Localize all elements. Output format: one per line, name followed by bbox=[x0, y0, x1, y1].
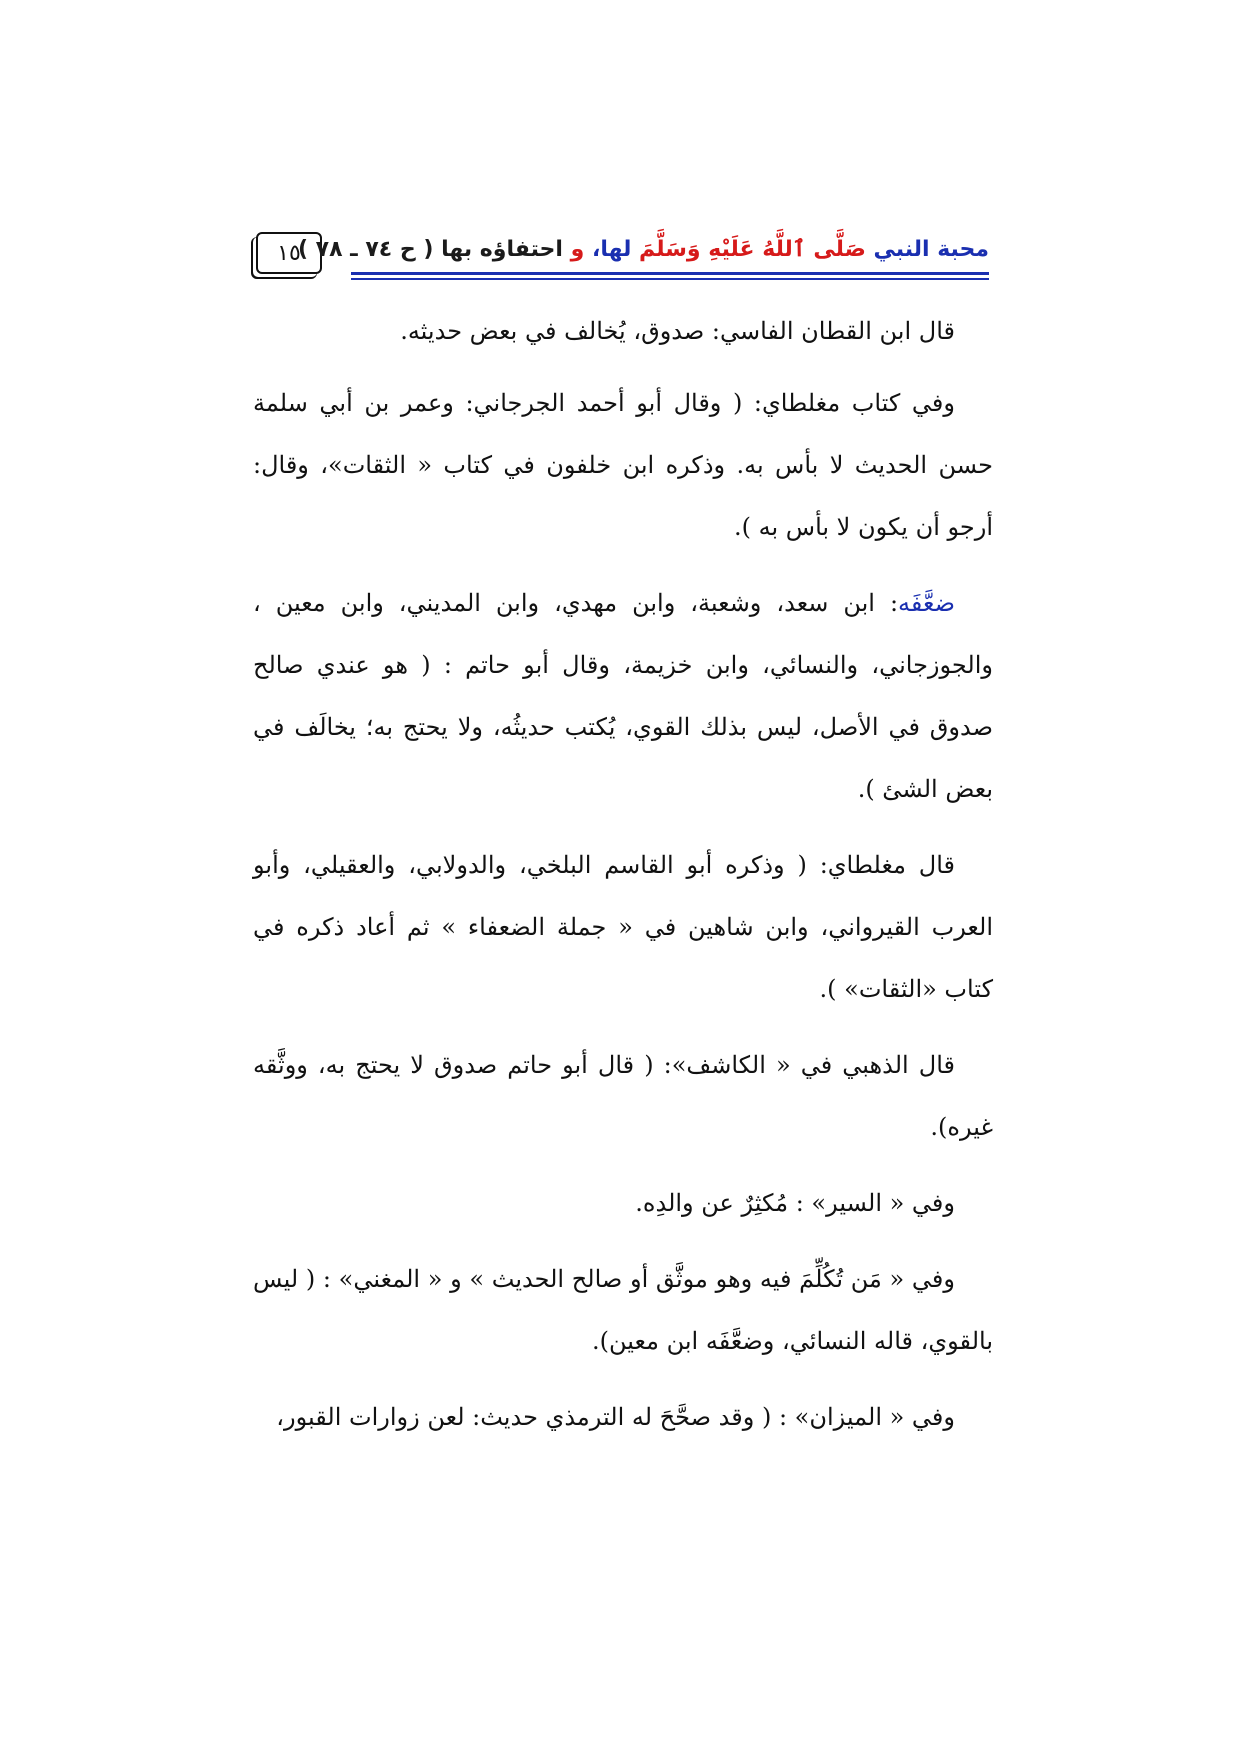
paragraph-text: قال ابن القطان الفاسي: صدوق، يُخالف في بعض حديثه. bbox=[400, 317, 955, 345]
paragraph-text: وفي كتاب مغلطاي: ( وقال أبو أحمد الجرجاني: وعمر بن أبي سلمة حسن الحديث لا بأس به. وذكره ابن خلفون في كتاب « الثقات»، وقال: أرجو أن يكون لا بأس به ). bbox=[253, 389, 993, 541]
running-title-part1: محبة النبي bbox=[865, 237, 989, 262]
paragraph bbox=[253, 372, 993, 558]
running-title-honorific: صَلَّى ٱللَّهُ عَلَيْهِ وَسَلَّمَ bbox=[639, 237, 866, 262]
paragraph bbox=[253, 1172, 993, 1234]
paragraph-text: وفي « مَن تُكُلِّمَ فيه وهو موثَّق أو صالح الحديث » و « المغني» : ( ليس بالقوي، قاله النسائي، وضعَّفَه ابن معين). bbox=[253, 1265, 993, 1355]
paragraph-text: وفي « الميزان» : ( وقد صحَّحَ له الترمذي حديث: لعن زوارات القبور، bbox=[276, 1403, 955, 1431]
running-title-part2: لها، bbox=[584, 237, 640, 262]
running-title bbox=[298, 232, 989, 268]
paragraph bbox=[253, 834, 993, 1020]
header-rule bbox=[351, 272, 989, 275]
running-title-part3: احتفاؤه بها ( ح ٧٤ ـ ٧٨ ) bbox=[297, 237, 571, 262]
body-text bbox=[253, 300, 993, 1462]
paragraph bbox=[253, 1248, 993, 1372]
paragraph-text: : ابن سعد، وشعبة، وابن مهدي، وابن المديني، وابن معين ، والجوزجاني، والنسائي، وابن خزيمة، وقال أبو حاتم : ( هو عندي صالح صدوق في الأصل، ليس بذلك القوي، يُكتب حديثُه، ولا يحتج به؛ يخالَف في بعض الشئ ). bbox=[253, 589, 993, 803]
paragraph bbox=[253, 1034, 993, 1158]
paragraph bbox=[253, 300, 993, 362]
paragraph-text: قال مغلطاي: ( وذكره أبو القاسم البلخي، والدولابي، والعقيلي، وأبو العرب القيرواني، وابن شاهين في « جملة الضعفاء » ثم أعاد ذكره في كتاب «الثقات» ). bbox=[253, 851, 993, 1003]
header-rule-secondary bbox=[351, 278, 989, 280]
page-number: ١٥ bbox=[256, 232, 322, 274]
paragraph bbox=[253, 1386, 993, 1448]
weakened-by-label: ضعَّفَه bbox=[898, 589, 955, 617]
paragraph-text: وفي « السير» : مُكثِرٌ عن والدِه. bbox=[635, 1189, 955, 1217]
paragraph-text: قال الذهبي في « الكاشف»: ( قال أبو حاتم صدوق لا يحتج به، ووثَّقه غيره). bbox=[253, 1051, 993, 1141]
running-title-conjunction: و bbox=[570, 237, 585, 262]
paragraph bbox=[253, 572, 993, 820]
page-header bbox=[256, 232, 989, 282]
